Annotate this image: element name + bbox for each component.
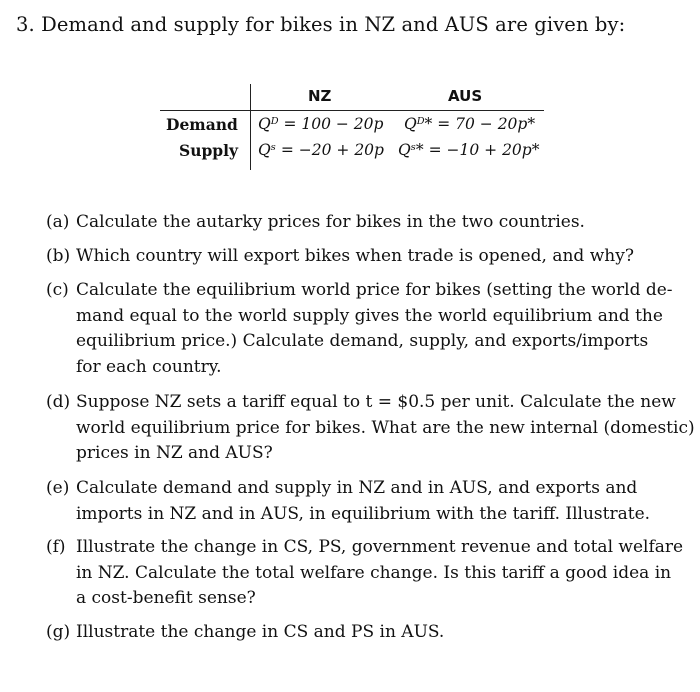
part-label: (b) xyxy=(46,246,71,266)
part-label: (e) xyxy=(46,478,70,498)
part-text-line: Illustrate the change in CS and PS in AUS. xyxy=(76,622,445,642)
aus-supply-equation: Qˢ* = −10 + 20p* xyxy=(398,141,540,159)
part-text-line: world equilibrium price for bikes. What are the new internal (domestic) xyxy=(76,417,695,438)
part-text-line: Calculate the autarky prices for bikes in the two countries. xyxy=(76,212,585,232)
row-label-supply: Supply xyxy=(179,141,239,160)
header-nz: NZ xyxy=(308,87,332,105)
part-text-line: imports in NZ and in AUS, in equilibrium with the tariff. Illustrate. xyxy=(76,503,651,524)
row-label-demand: Demand xyxy=(166,115,238,134)
table-vertical-rule xyxy=(250,84,251,170)
nz-supply-equation: Qˢ = −20 + 20p xyxy=(258,141,384,159)
question-title: 3. Demand and supply for bikes in NZ and AUS are given by: xyxy=(16,13,626,36)
part-text-line: for each country. xyxy=(76,356,222,377)
part-text-line: equilibrium price.) Calculate demand, supply, and exports/imports xyxy=(76,331,649,351)
part-text-line: Which country will export bikes when trade is opened, and why? xyxy=(76,246,634,266)
nz-demand-equation: Qᴰ = 100 − 20p xyxy=(258,115,384,133)
part-label: (c) xyxy=(46,280,69,300)
part-label: (g) xyxy=(46,622,71,642)
part-text-line: Suppose NZ sets a tariff equal to t = $0.5 per unit. Calculate the new xyxy=(76,392,676,412)
header-aus: AUS xyxy=(448,87,483,105)
part-text-line: Calculate demand and supply in NZ and in AUS, and exports and xyxy=(76,478,638,498)
part-label: (d) xyxy=(46,392,71,412)
aus-demand-equation: Qᴰ* = 70 − 20p* xyxy=(404,115,536,133)
part-label: (f) xyxy=(46,537,66,557)
part-text-line: in NZ. Calculate the total welfare change. Is this tariff a good idea in xyxy=(76,562,672,583)
part-text-line: Calculate the equilibrium world price for bikes (setting the world de- xyxy=(76,280,673,300)
part-text-line: a cost-benefit sense? xyxy=(76,588,256,608)
part-label: (a) xyxy=(46,212,70,232)
part-text-line: prices in NZ and AUS? xyxy=(76,443,273,463)
part-text-line: mand equal to the world supply gives the world equilibrium and the xyxy=(76,305,663,326)
part-text-line: Illustrate the change in CS, PS, government revenue and total welfare xyxy=(76,537,684,557)
table-header-rule xyxy=(160,110,544,111)
